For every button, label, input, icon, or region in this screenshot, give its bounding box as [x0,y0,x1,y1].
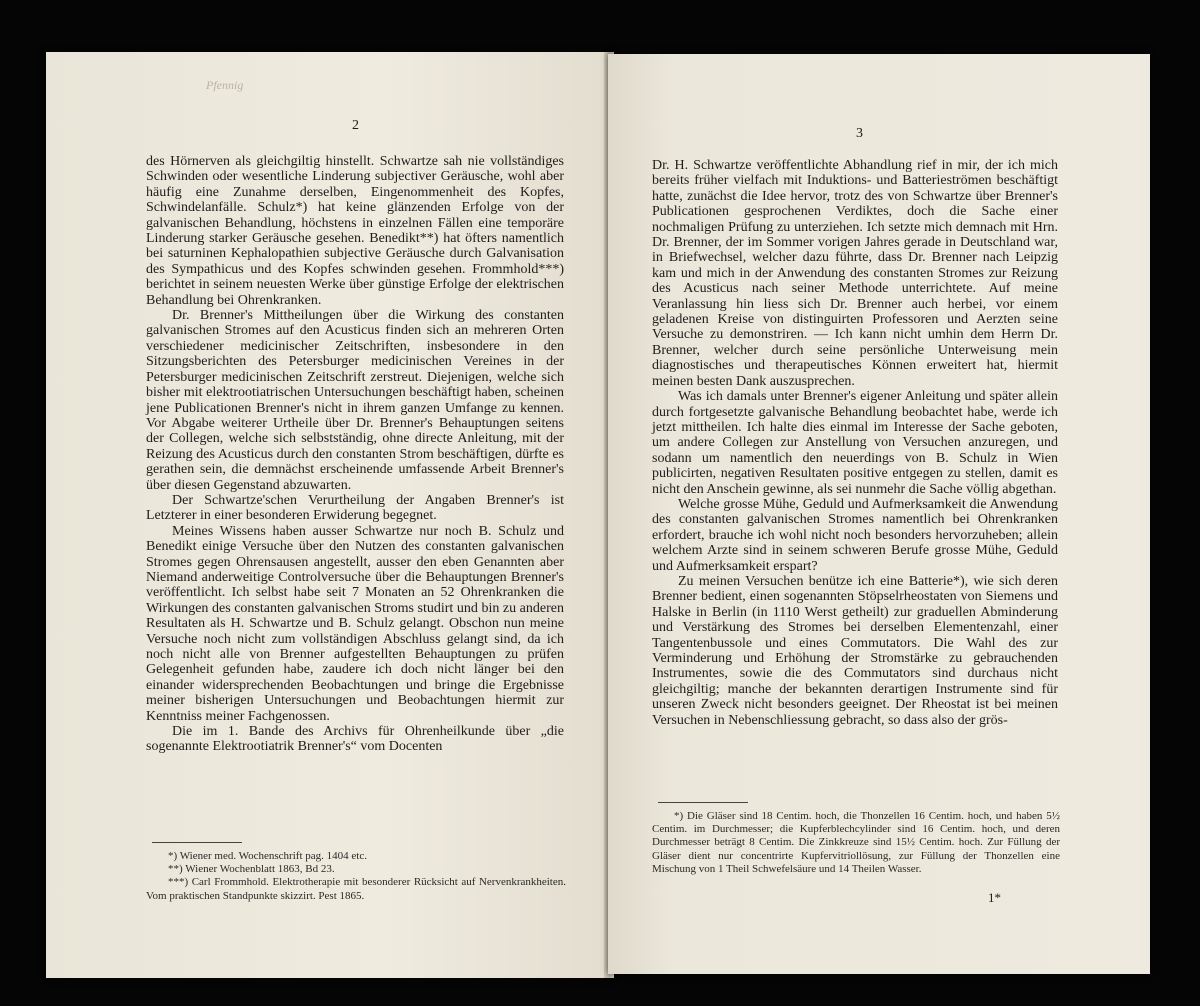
paragraph: Die im 1. Bande des Archivs für Ohrenheilkunde über „die sogenannte Elektrootiatrik Brenner's“ vom Docenten [146,724,564,755]
footnote: ***) Carl Frommhold. Elektrotherapie mit besonderer Rücksicht auf Nervenkrankheiten. Vom praktischen Standpunkte skizzirt. Pest 1865. [146,876,566,902]
paragraph: Zu meinen Versuchen benütze ich eine Batterie*), wie sich deren Brenner bedient, einen sogenannten Stöpselrheostaten von Siemens und Halske in Berlin (in 1110 Werst getheilt) zur graduellen Abminderung und Verstärkung des Stromes bei derselben Elementenzahl, einer Tangentenbussole und eines Commutators. Die Wahl des zur Verminderung und Erhöhung der Stromstärke zu gebrauchenden Instrumentes, sowie die des Commutators sind durchaus nicht gleichgiltig; manche der bekannten derartigen Instrumente sind für unseren Zweck nicht besonders geeignet. Der Rheostat ist bei meinen Versuchen in Nebenschliessung gebracht, so dass also der grös- [652,573,1058,728]
paragraph: Der Schwartze'schen Verurtheilung der Angaben Brenner's ist Letzterer in einer besonderen Erwiderung begegnet. [146,492,564,524]
left-page [46,52,612,978]
footnote: *) Wiener med. Wochenschrift pag. 1404 etc. [168,850,367,862]
page-number-left: 2 [352,118,359,133]
right-footnotes [652,810,1060,876]
page-number-right: 3 [856,126,863,141]
footnote-rule [152,842,242,843]
right-page [608,54,1150,974]
left-body-text [146,154,564,755]
footnote-rule [658,802,748,803]
paragraph: des Hörnerven als gleichgiltig hinstellt. Schwartze sah nie vollständiges Schwinden oder wesentliche Linderung subjectiver Geräusche, wohl aber häufig eine Zunahme derselben, Eingenommenheit des Kopfes, Schwindelanfälle. Schulz*) hat keine glänzenden Erfolge von der galvanischen Behandlung, höchstens in einzelnen Fällen eine temporäre Linderung starker Geräusche gesehen. Benedikt**) hat öfters namentlich bei saturninen Kephalopathien subjective Geräusche durch Galvanisation des Sympathicus und des Kopfes schwinden gesehen. Frommhold***) berichtet in seinem neuesten Werke über günstige Erfolge der elektrischen Behandlung bei Ohrenkranken. [146,154,564,308]
signature-mark: 1* [988,890,1001,905]
right-body-text [652,158,1058,728]
paragraph: Welche grosse Mühe, Geduld und Aufmerksamkeit die Anwendung des constanten galvanischen Stromes namentlich bei Ohrenkranken erfordert, brauche ich wohl nicht noch besonders hervorzuheben; allein welchem Arzte sind in seinem schweren Berufe grosse Mühe, Geduld und Aufmerksamkeit erspart? [652,496,1058,574]
footnote: *) Die Gläser sind 18 Centim. hoch, die Thonzellen 16 Centim. hoch, und haben 5½ Centim. im Durchmesser; die Kupferblechcylinder sind 16 Centim. hoch, und deren Durchmesser beträgt 8 Centim. Die Zinkkreuze sind 15½ Centim. hoch. Zur Füllung der Gläser dient nur concentrirte Kupfervitriollösung, zur Füllung der Thonzellen eine Mischung von 1 Theil Schwefelsäure und 14 Theilen Wasser. [652,810,1060,875]
paragraph: Dr. Brenner's Mittheilungen über die Wirkung des constanten galvanischen Stromes auf den Acusticus finden sich an mehreren Orten verschiedener medicinischer Zeitschriften, insbesondere in den Sitzungsberichten des Petersburger medicinischen Vereines in der Petersburger medicinischen Zeitschrift zerstreut. Diejenigen, welche sich bisher mit elektrootiatrischen Untersuchungen beschäftigt haben, scheinen jene Publicationen Brenner's nicht in ihrem ganzen Umfange zu kennen. Vor Abgabe weiterer Urtheile über Dr. Brenner's Behauptungen seitens der Collegen, welche sich selbstständig, ohne directe Anleitung, mit der Reizung des Acusticus durch den constanten Strom beschäftigen, dürfte es gerathen sein, die demnächst erscheinende umfassende Arbeit Brenner's über diesen Gegenstand abzuwarten. [146,308,564,493]
paragraph: Was ich damals unter Brenner's eigener Anleitung und später allein durch fortgesetzte galvanische Behandlung beobachtet habe, werde ich jetzt mittheilen. Ich halte dies einmal im Interesse der Sache geboten, um andere Collegen zur Anstellung von Versuchen anzuregen, und sodann um namentlich den neuerdings von B. Schulz in Wien publicirten, negativen Resultaten positive entgegen zu stellen, damit es nicht den Anschein gewinne, als sei nunmehr die Sache völlig abgethan. [652,389,1058,497]
footnote: **) Wiener Wochenblatt 1863, Bd 23. [168,863,335,876]
left-footnotes [146,850,566,903]
faint-pencil-mark: Pfennig [206,78,244,92]
paragraph: Dr. H. Schwartze veröffentlichte Abhandlung rief in mir, der ich mich bereits früher vielfach mit Induktions- und Batterieströmen beschäftigt hatte, zunächst die Idee hervor, trotz des von Schwartze über Brenner's Publicationen gesprochenen Verdiktes, doch die Sache einer nochmaligen Prüfung zu unterziehen. Ich setzte mich demnach mit Hrn. Dr. Brenner, der im Sommer vorigen Jahres gerade in Deutschland war, in Briefwechsel, welcher dazu führte, dass Dr. Brenner nach Leipzig kam und mich in der Anwendung des constanten Stromes zur Reizung des Acusticus nach seiner Methode unterrichtete. Auf meine Veranlassung hin liess sich Dr. Brenner auch herbei, vor einem geladenen Kreise von distinguirten Professoren und Aerzten seine Versuche zu demonstriren. — Ich kann nicht umhin dem Herrn Dr. Brenner, welcher durch seine persönliche Unterweisung mein diagnostisches und therapeutisches Können erweitert hat, hiermit meinen besten Dank auszusprechen. [652,158,1058,389]
paragraph: Meines Wissens haben ausser Schwartze nur noch B. Schulz und Benedikt einige Versuche über den Nutzen des constanten galvanischen Stromes gegen Ohrensausen angestellt, ausser den eben Genannten aber Niemand anderweitige Controlversuche über die Behauptungen Brenner's veröffentlicht. Ich selbst habe seit 7 Monaten an 52 Ohrenkranken die Wirkungen des constanten galvanischen Stroms studirt und bin zu anderen Resultaten als H. Schwartze und B. Schulz gelangt. Obschon nun meine Versuche noch nicht zum vollständigen Abschluss gelangt sind, da ich noch nicht alle von Brenner aufgestellten Behauptungen zu prüfen Gelegenheit gefunden habe, zaudere ich doch nicht länger bei den einander widersprechenden Beobachtungen und bringe die Ergebnisse meiner bisherigen Untersuchungen und Beobachtungen hiermit zur Kenntniss meiner Fachgenossen. [146,523,564,724]
